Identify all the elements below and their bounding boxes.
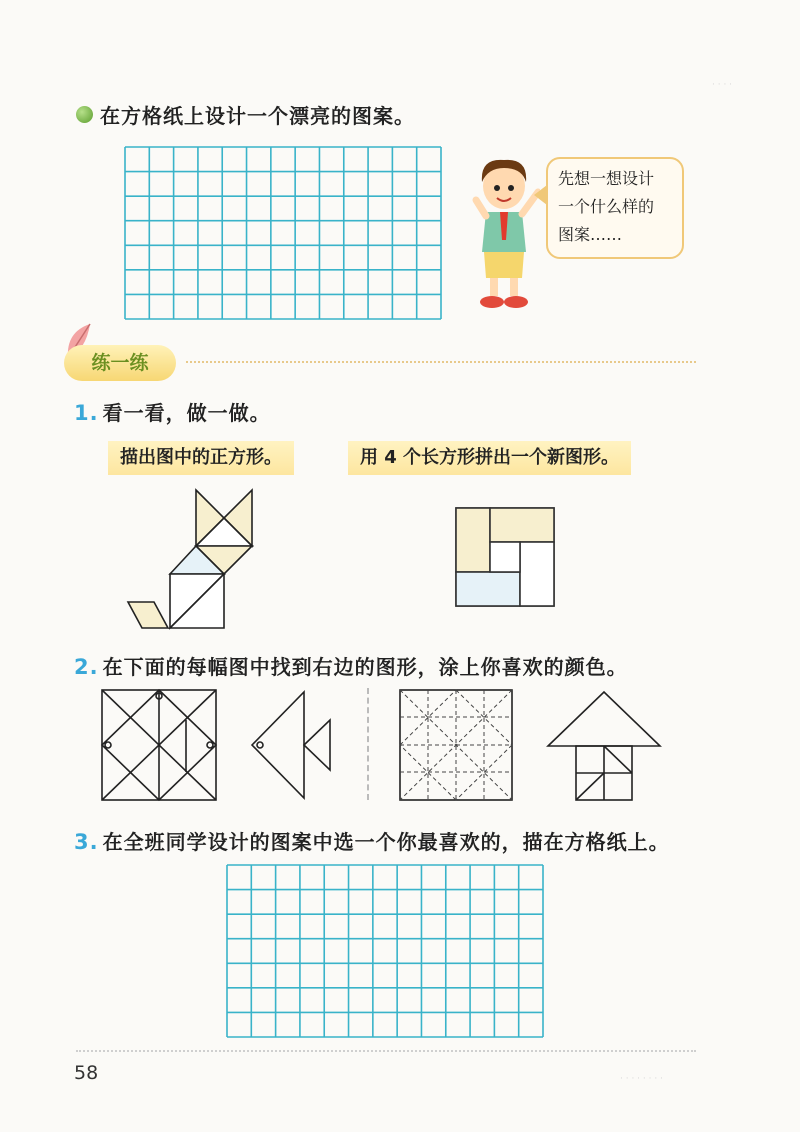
practice-label: 练一练 <box>64 345 176 381</box>
practice-divider <box>186 361 696 363</box>
footer-divider <box>76 1050 696 1052</box>
bottom-grid-paper[interactable] <box>226 864 544 1038</box>
q3-text: 在全班同学设计的图案中选一个你最喜欢的，描在方格纸上。 <box>102 830 670 854</box>
boy-illustration <box>470 152 540 314</box>
q1-tag-right: 用 4 个长方形拼出一个新图形。 <box>348 441 631 475</box>
speech-line-1: 先想一想设计 <box>558 169 655 188</box>
q3-heading <box>74 826 670 855</box>
q3-number: 3. <box>74 830 99 854</box>
q2-divider <box>367 688 369 800</box>
q2-square-pattern-b[interactable] <box>398 688 514 802</box>
footer-watermark: · · · · · · · · <box>620 1074 663 1084</box>
q2-fish-shape <box>248 690 334 800</box>
q2-number: 2. <box>74 655 99 679</box>
q2-house-shape <box>546 690 662 802</box>
rectangles-composition[interactable] <box>454 506 556 608</box>
speech-line-3: 图案…… <box>558 225 623 244</box>
intro-text: 在方格纸上设计一个漂亮的图案。 <box>100 104 415 128</box>
q1-heading <box>74 397 271 426</box>
green-dot-bullet-icon <box>76 106 93 123</box>
speech-line-2: 一个什么样的 <box>558 197 655 216</box>
q2-square-pattern-a[interactable] <box>100 688 218 802</box>
q1-text: 看一看，做一做。 <box>102 401 271 425</box>
q2-text: 在下面的每幅图中找到右边的图形，涂上你喜欢的颜色。 <box>102 655 628 679</box>
q2-heading <box>74 651 628 680</box>
speech-bubble <box>546 157 684 259</box>
page-number: 58 <box>74 1062 99 1084</box>
tangram-cat-figure[interactable] <box>124 486 264 630</box>
header-watermark: · · · · <box>712 80 733 90</box>
q1-number: 1. <box>74 401 99 425</box>
q1-tag-left: 描出图中的正方形。 <box>108 441 294 475</box>
top-grid-paper[interactable] <box>124 146 442 320</box>
